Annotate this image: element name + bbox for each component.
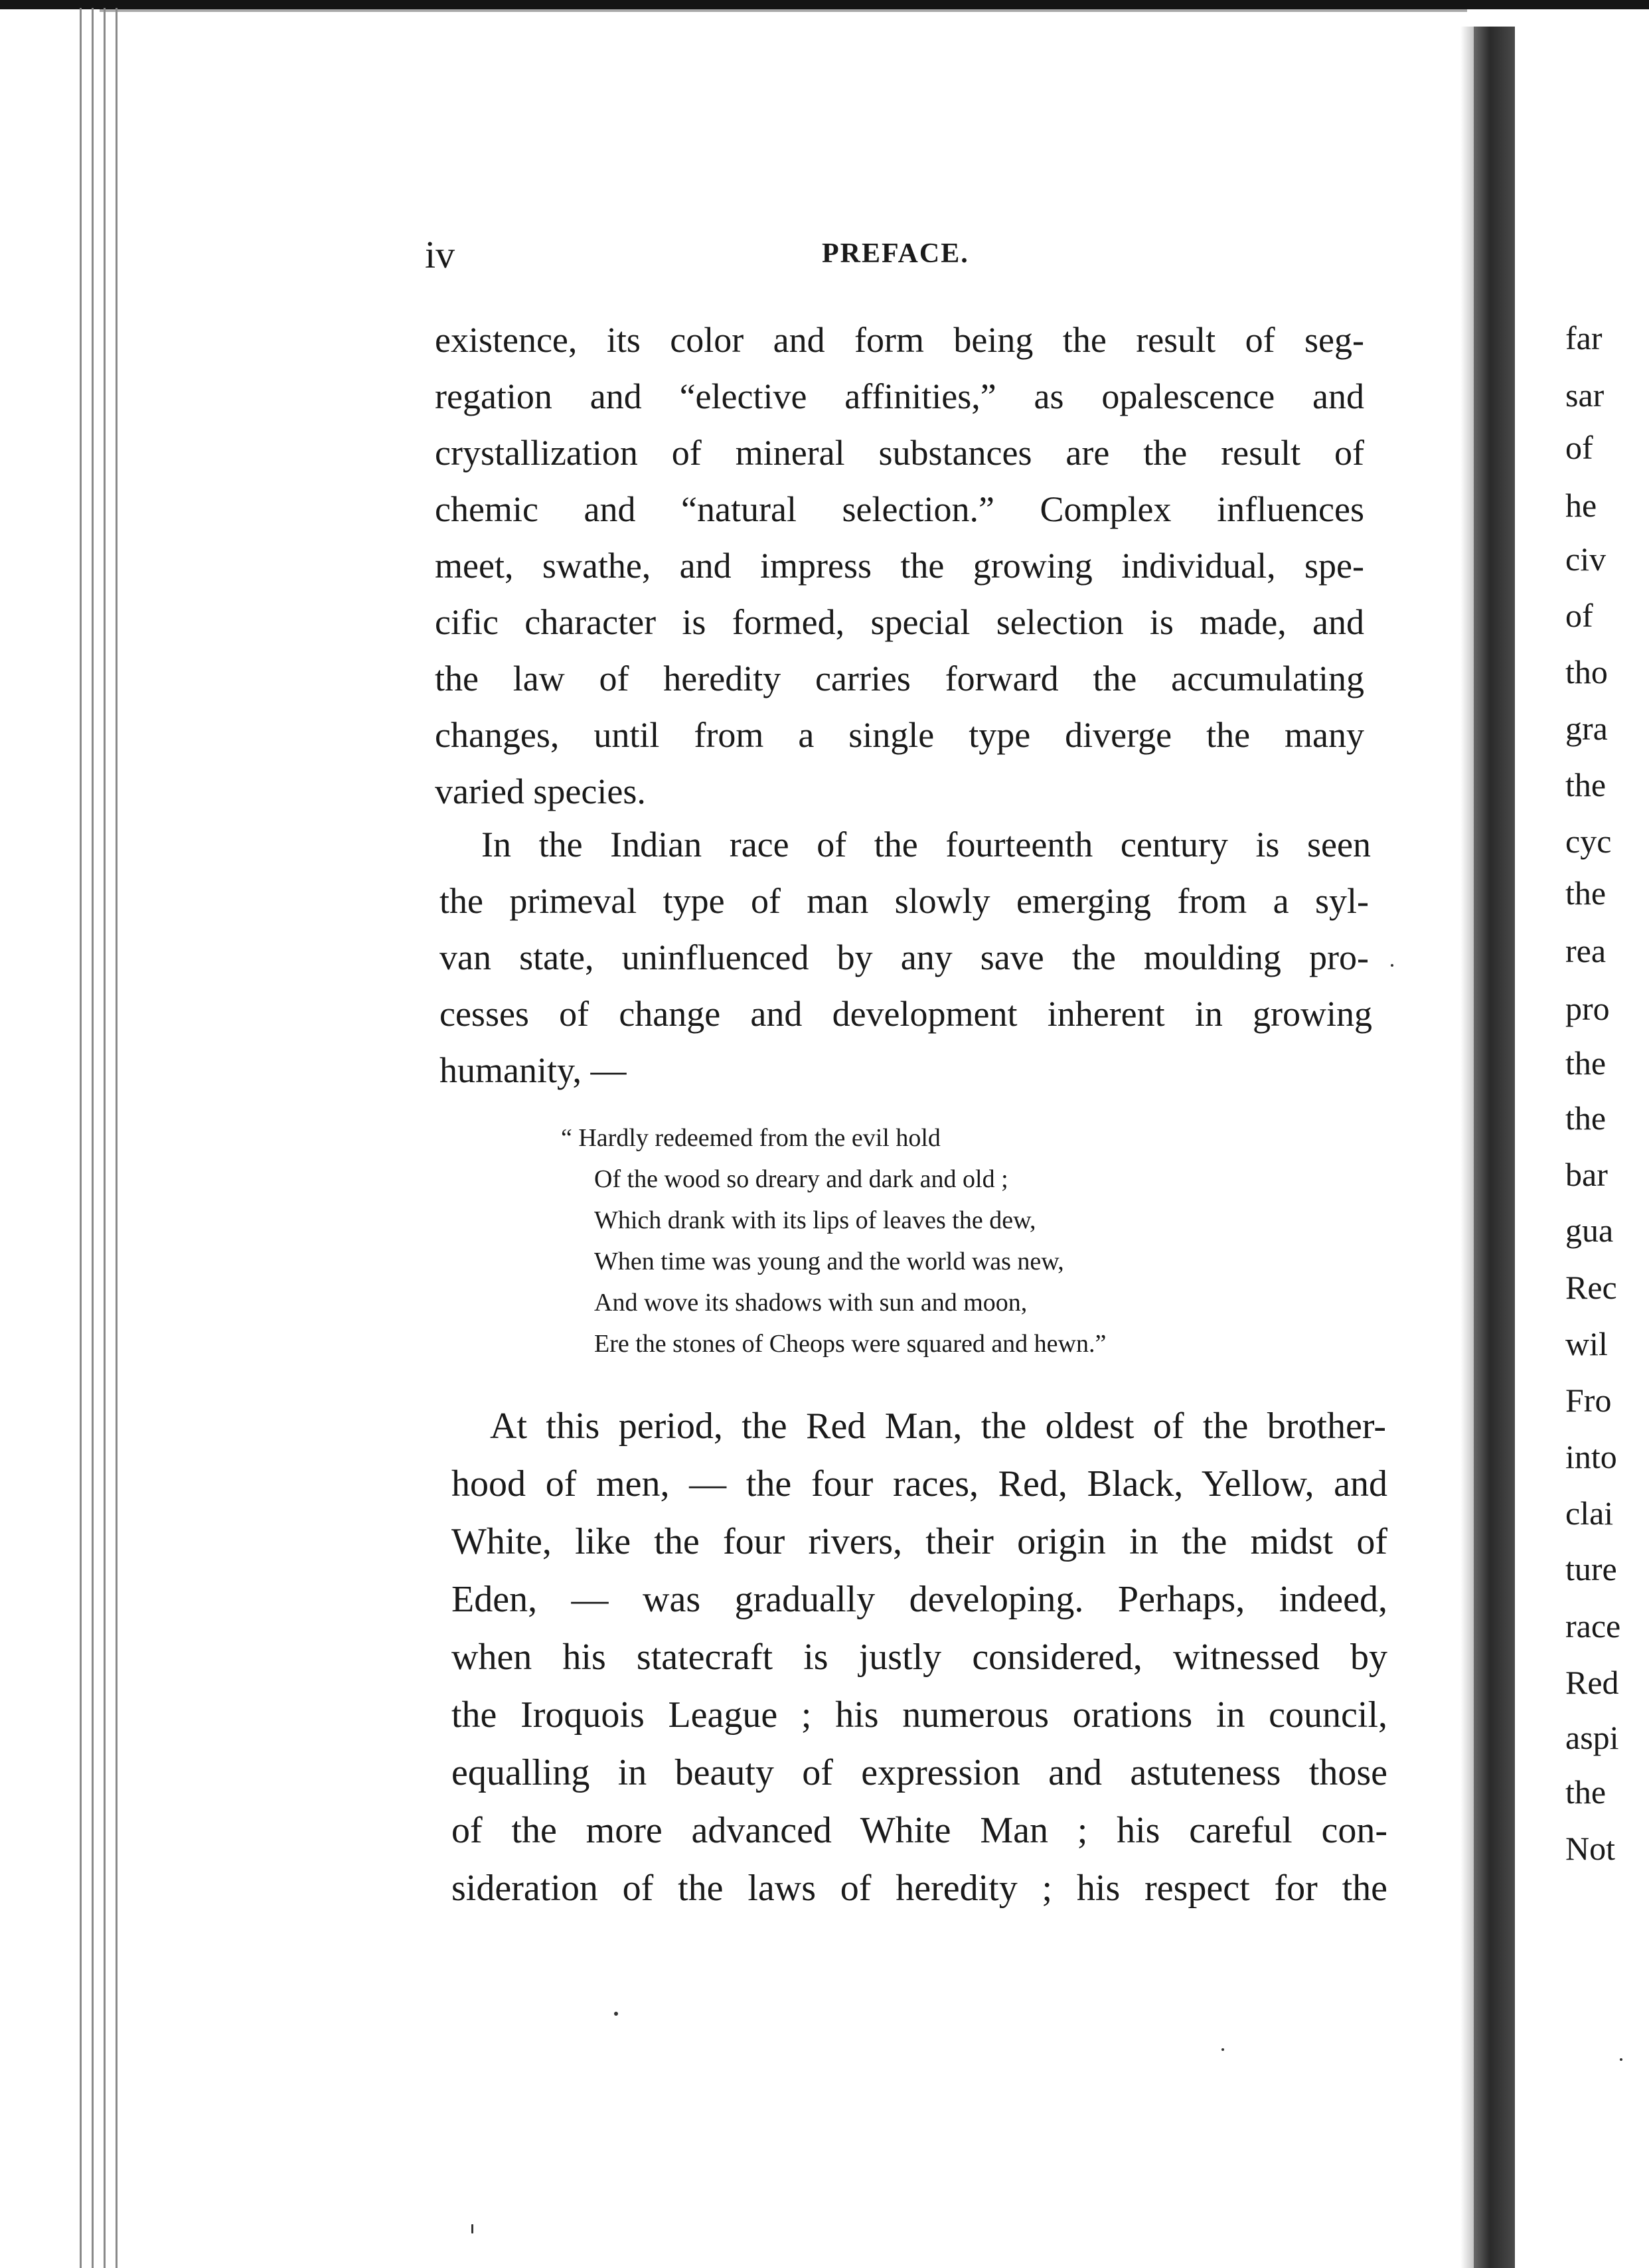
- text-line: the Iroquois League ; his numerous orations in council,: [451, 1694, 1387, 1736]
- text-line: of the more advanced White Man ; his careful con-: [451, 1810, 1387, 1851]
- facing-word: into: [1565, 1438, 1617, 1475]
- facing-word: the: [1565, 874, 1607, 912]
- facing-word: gra: [1565, 710, 1608, 747]
- facing-word: far: [1565, 319, 1603, 357]
- verse-line: “ Hardly redeemed from the evil hold: [561, 1124, 941, 1152]
- facing-word: Red: [1565, 1664, 1619, 1701]
- book-spine-gutter: [1474, 27, 1515, 2268]
- facing-word: the: [1565, 766, 1607, 803]
- running-head: PREFACE.: [822, 238, 969, 269]
- scan-top-border: [0, 0, 1649, 9]
- text-line: chemic and “natural selection.” Complex influences: [435, 489, 1364, 529]
- text-line: In the Indian race of the fourteenth century is seen: [481, 825, 1371, 864]
- facing-word: rea: [1565, 932, 1607, 969]
- verse-line: Of the wood so dreary and dark and old ;: [594, 1165, 1008, 1193]
- scan-speck: [1620, 2058, 1622, 2061]
- page-edge-line: [104, 8, 106, 2268]
- text-line: cific character is formed, special selection is made, and: [435, 602, 1364, 642]
- page-edge-line: [116, 8, 118, 2268]
- page-edge-line: [80, 8, 82, 2268]
- page-header: [425, 232, 1381, 285]
- page-stack-edges: [80, 0, 119, 2268]
- facing-word: clai: [1565, 1495, 1614, 1532]
- facing-word: aspi: [1565, 1719, 1619, 1756]
- facing-word: civ: [1565, 540, 1607, 578]
- facing-word: bar: [1565, 1156, 1608, 1193]
- facing-word: tho: [1565, 653, 1608, 690]
- facing-word: Fro: [1565, 1382, 1612, 1419]
- scan-speck: [1221, 2048, 1224, 2051]
- text-line: hood of men, — the four races, Red, Black, Yellow, and: [451, 1463, 1387, 1504]
- text-line: At this period, the Red Man, the oldest of the brother-: [490, 1406, 1386, 1447]
- text-line: the primeval type of man slowly emerging from a syl-: [439, 881, 1369, 921]
- facing-word: gua: [1565, 1212, 1614, 1249]
- facing-word: the: [1565, 1099, 1607, 1137]
- facing-word: Not: [1565, 1830, 1615, 1867]
- facing-word: the: [1565, 1773, 1607, 1811]
- scan-speck: [471, 2224, 473, 2233]
- text-line: humanity, —: [439, 1050, 627, 1090]
- text-line: regation and “elective affinities,” as opalescence and: [435, 376, 1364, 416]
- verse-line: When time was young and the world was new,: [594, 1248, 1064, 1275]
- text-line: cesses of change and development inherent in growing: [439, 994, 1372, 1034]
- text-line: varied species.: [435, 771, 646, 811]
- text-line: sideration of the laws of heredity ; his respect for the: [451, 1868, 1387, 1909]
- text-line: van state, uninfluenced by any save the moulding pro-: [439, 937, 1369, 977]
- facing-word: the: [1565, 1044, 1607, 1082]
- facing-word: sar: [1565, 376, 1605, 414]
- scan-speck: [614, 2012, 618, 2016]
- verse-line: Which drank with its lips of leaves the dew,: [594, 1206, 1036, 1234]
- facing-word: Rec: [1565, 1269, 1617, 1306]
- facing-word: of: [1565, 597, 1593, 634]
- facing-word: cyc: [1565, 823, 1612, 860]
- facing-word: ture: [1565, 1550, 1617, 1587]
- facing-word: pro: [1565, 990, 1610, 1027]
- facing-word: he: [1565, 487, 1597, 524]
- text-line: existence, its color and form being the result of seg-: [435, 320, 1364, 360]
- verse-line: Ere the stones of Cheops were squared and hewn.”: [594, 1330, 1107, 1358]
- text-line: when his statecraft is justly considered, witnessed by: [451, 1637, 1387, 1678]
- scan-speck: [1391, 964, 1393, 967]
- gutter-shadow: [1460, 27, 1475, 2268]
- text-line: equalling in beauty of expression and astuteness those: [451, 1752, 1387, 1793]
- text-line: meet, swathe, and impress the growing individual, spe-: [435, 546, 1364, 586]
- page-number: iv: [425, 233, 455, 276]
- page-top-edge: [100, 9, 1467, 12]
- text-line: Eden, — was gradually developing. Perhaps, indeed,: [451, 1579, 1387, 1620]
- text-line: White, like the four rivers, their origin in the midst of: [451, 1521, 1387, 1562]
- page-edge-line: [92, 8, 94, 2268]
- facing-word: race: [1565, 1607, 1621, 1645]
- text-line: crystallization of mineral substances are the result of: [435, 433, 1364, 473]
- text-line: changes, until from a single type diverge the many: [435, 715, 1364, 755]
- facing-word: of: [1565, 429, 1593, 466]
- verse-line: And wove its shadows with sun and moon,: [594, 1289, 1028, 1317]
- facing-word: wil: [1565, 1325, 1608, 1362]
- text-line: the law of heredity carries forward the accumulating: [435, 659, 1364, 698]
